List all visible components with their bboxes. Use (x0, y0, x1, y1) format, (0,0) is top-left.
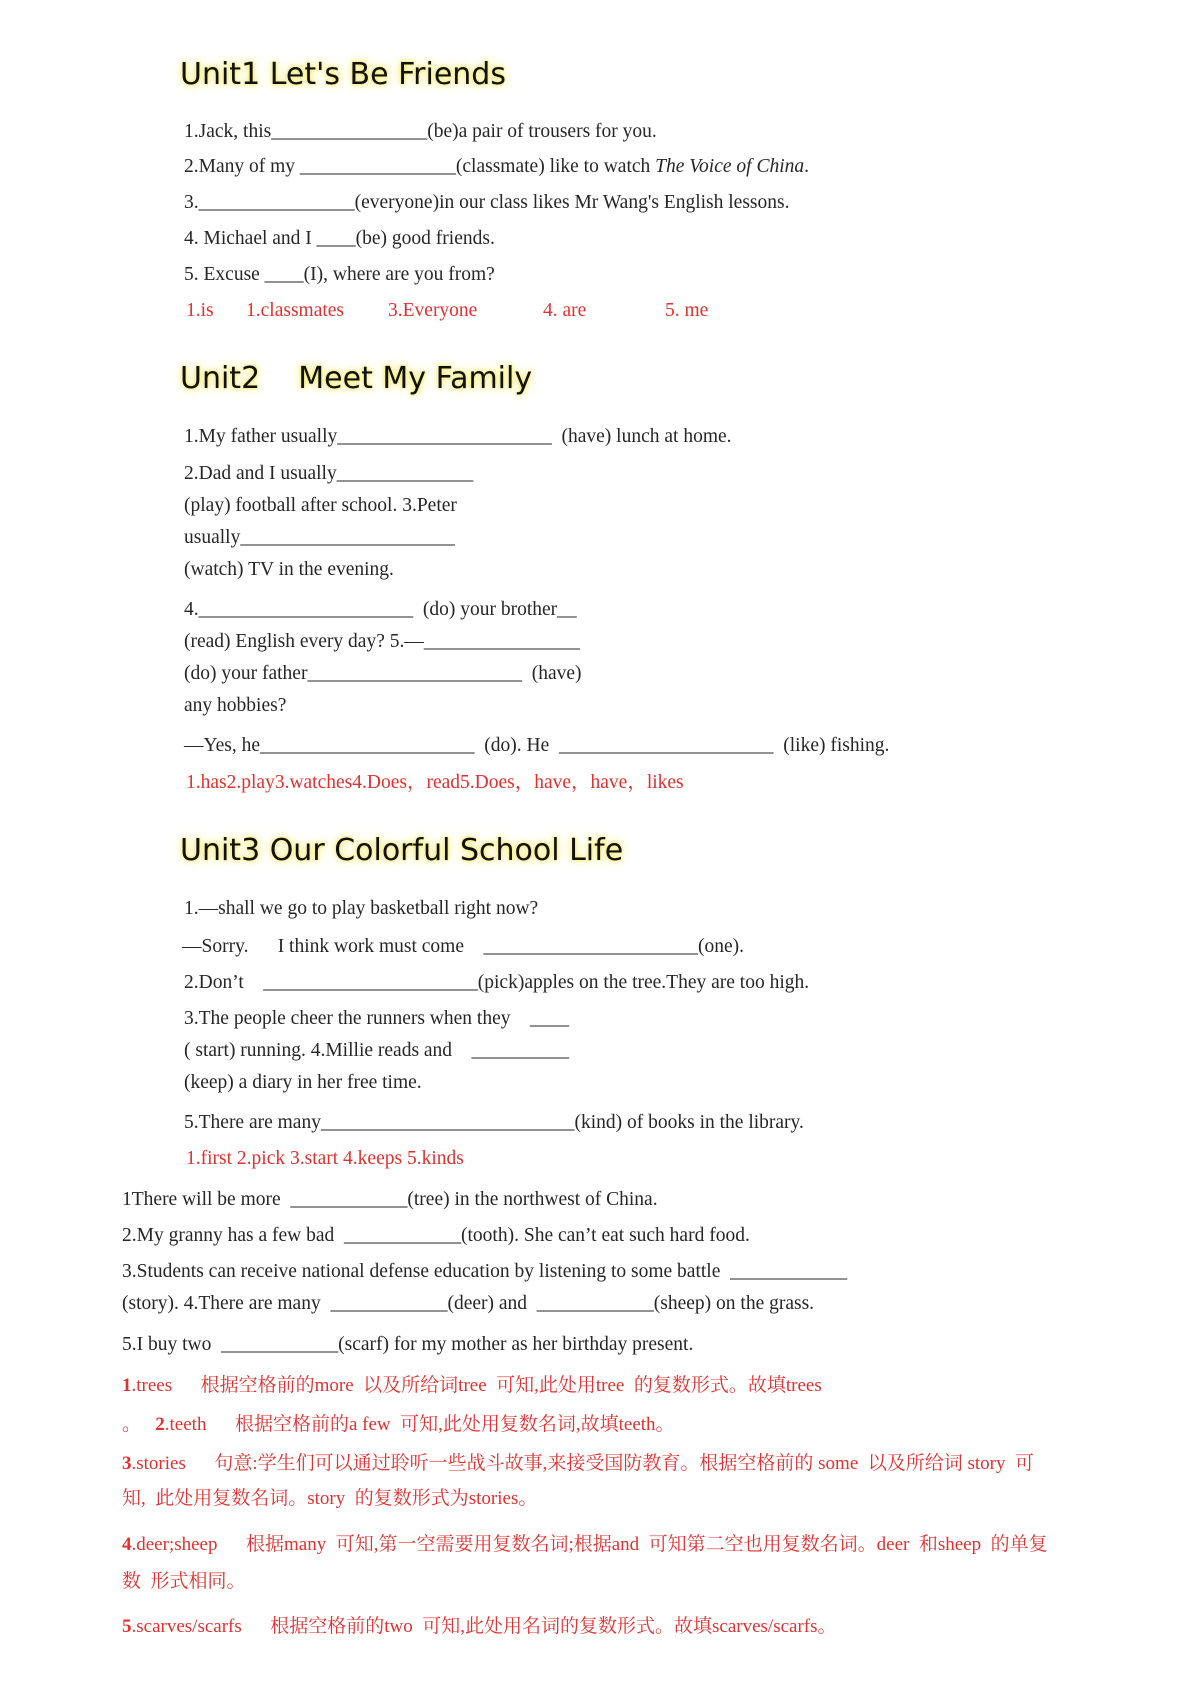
explanation-2 (122, 1413, 675, 1437)
unit1-answer: 1.is (186, 300, 214, 321)
explanation-3 (122, 1452, 1034, 1476)
unit2-line: 2.Dad and I usually______________ (184, 463, 474, 484)
unit1-answer: 3.Everyone (388, 300, 478, 321)
explanation-number: 5 (122, 1616, 132, 1637)
unit1-heading: Unit1 Let's Be Friends (180, 57, 506, 92)
unit2-line: usually______________________ (184, 527, 455, 548)
unit3-line: 3.The people cheer the runners when they ____ (184, 1008, 569, 1029)
unit2-answer-key: 1.has2.play3.watches4.Does，read5.Does，have，have，likes (186, 772, 684, 793)
explanation-answer: .scarves/scarfs (131, 1616, 242, 1637)
explanation-text: 根据空格前的two 可知,此处用名词的复数形式。故填scarves/scarfs。 (270, 1616, 837, 1637)
explanation-1 (122, 1374, 822, 1398)
unit2-line: (read) English every day? 5.—________________ (184, 631, 580, 652)
unit2-line: 1.My father usually______________________ (have) lunch at home. (184, 426, 732, 447)
explanation-answer: .trees (131, 1375, 173, 1396)
unit1-q2-end: . (804, 156, 809, 177)
exercise-line: (story). 4.There are many ____________(deer) and ____________(sheep) on the grass. (122, 1293, 815, 1314)
unit3-line: 1.—shall we go to play basketball right now? (184, 898, 539, 919)
explanation-4 (122, 1533, 1048, 1557)
unit1-question-5: 5. Excuse ____(I), where are you from? (184, 264, 495, 285)
explanation-number: 2 (155, 1414, 165, 1435)
exercise-line: 5.I buy two ____________(scarf) for my mother as her birthday present. (122, 1334, 694, 1355)
unit1-question-3: 3.________________(everyone)in our class likes Mr Wang's English lessons. (184, 192, 790, 213)
unit3-line: ( start) running. 4.Millie reads and __________ (184, 1040, 570, 1061)
explanation-answer: .teeth (164, 1414, 207, 1435)
explanation-text: 句意:学生们可以通过聆听一些战斗故事,来接受国防教育。根据空格前的 some 以及所给词 story 可 (214, 1453, 1034, 1474)
exercise-line: 3.Students can receive national defense education by listening to some battle ____________ (122, 1261, 848, 1282)
unit2-heading: Unit2 Meet My Family (180, 361, 533, 396)
unit1-q2-title: The Voice of China (655, 156, 805, 177)
exercise-line: 2.My granny has a few bad ____________(tooth). She can’t eat such hard food. (122, 1225, 750, 1246)
explanation-answer: .stories (131, 1453, 186, 1474)
unit3-line: (keep) a diary in her free time. (184, 1072, 422, 1093)
explanation-text: 根据空格前的a few 可知,此处用复数名词,故填teeth。 (234, 1414, 675, 1435)
unit3-line: —Sorry. I think work must come ______________________(one). (182, 936, 745, 957)
unit1-answer: 1.classmates (246, 300, 345, 321)
explanation-answer: .deer;sheep (131, 1534, 218, 1555)
unit1-question-2 (184, 155, 809, 179)
unit3-line: 2.Don’t ______________________(pick)apples on the tree.They are too high. (184, 972, 810, 993)
unit1-answer: 5. me (665, 300, 709, 321)
explanation-prefix: 。 (122, 1414, 142, 1435)
unit1-question-1: 1.Jack, this________________(be)a pair of trousers for you. (184, 121, 657, 142)
unit2-line: (do) your father______________________ (have) (184, 663, 582, 684)
unit1-q2-text: 2.Many of my ________________(classmate) like to watch (184, 156, 656, 177)
unit2-line: 4.______________________ (do) your brother__ (184, 599, 577, 620)
unit2-line: (play) football after school. 3.Peter (184, 495, 457, 516)
unit1-answer-key (186, 299, 708, 323)
explanation-5 (122, 1615, 837, 1639)
unit2-line: (watch) TV in the evening. (184, 559, 394, 580)
unit2-line: —Yes, he______________________ (do). He ______________________ (like) fishing. (184, 735, 890, 756)
explanation-text: 根据many 可知,第一空需要用复数名词;根据and 可知第二空也用复数名词。deer 和sheep 的单复 (245, 1534, 1048, 1555)
explanation-number: 4 (122, 1534, 132, 1555)
exercise-line: 1There will be more ____________(tree) in the northwest of China. (122, 1189, 658, 1210)
explanation-number: 3 (122, 1453, 132, 1474)
explanation-4-continued: 数 形式相同。 (122, 1571, 246, 1592)
explanation-text: 根据空格前的more 以及所给词tree 可知,此处用tree 的复数形式。故填trees (200, 1375, 822, 1396)
unit2-line: any hobbies? (184, 695, 287, 716)
unit3-line: 5.There are many__________________________(kind) of books in the library. (184, 1112, 804, 1133)
unit3-answer-key: 1.first 2.pick 3.start 4.keeps 5.kinds (186, 1148, 464, 1169)
unit1-question-4: 4. Michael and I ____(be) good friends. (184, 228, 495, 249)
unit1-answer: 4. are (543, 300, 587, 321)
explanation-number: 1 (122, 1375, 132, 1396)
unit3-heading: Unit3 Our Colorful School Life (180, 833, 624, 868)
explanation-3-continued: 知, 此处用复数名词。story 的复数形式为stories。 (122, 1488, 538, 1509)
